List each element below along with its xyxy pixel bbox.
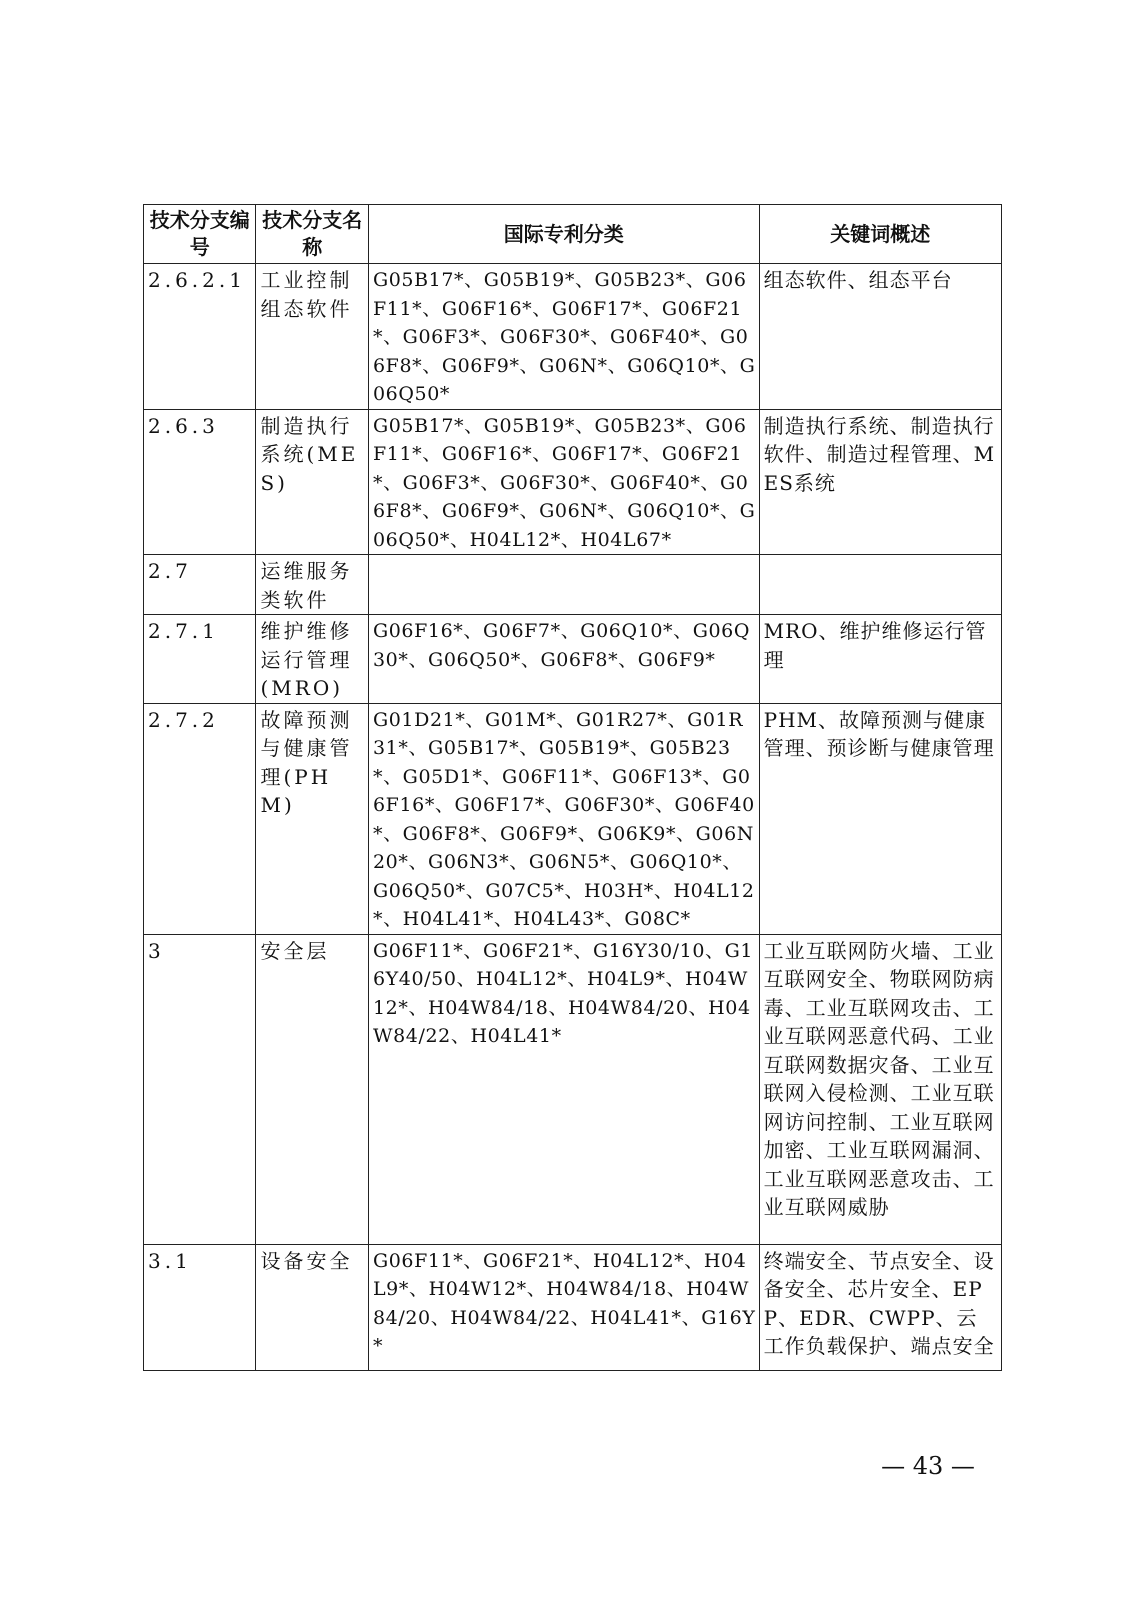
branch-id: 2.7.1 <box>144 615 256 704</box>
branch-id: 2.7.2 <box>144 703 256 934</box>
header-branch-name: 技术分支名称 <box>256 205 368 264</box>
keywords: 制造执行系统、制造执行软件、制造过程管理、MES系统 <box>759 409 1001 555</box>
keywords: MRO、维护维修运行管理 <box>759 615 1001 704</box>
table-row <box>144 703 1002 934</box>
table-row <box>144 409 1002 555</box>
branch-id: 2.7 <box>144 555 256 615</box>
ipc-codes <box>368 555 759 615</box>
ipc-codes: G06F11*、G06F21*、G16Y30/10、G16Y40/50、H04L12*、H04L9*、H04W12*、H04W84/18、H04W84/20、H04W84/22、H04L41* <box>368 934 759 1244</box>
branch-name: 故障预测与健康管理(PHM) <box>256 703 368 934</box>
table-row <box>144 264 1002 410</box>
ipc-codes: G01D21*、G01M*、G01R27*、G01R31*、G05B17*、G05B19*、G05B23*、G05D1*、G06F11*、G06F13*、G06F16*、G06F17*、G06F30*、G06F40*、G06F8*、G06F9*、G06K9*、G06N20*、G06N3*、G06N5*、G06Q10*、G06Q50*、G07C5*、H03H*、H04L12*、H04L41*、H04L43*、G08C* <box>368 703 759 934</box>
branch-name: 运维服务类软件 <box>256 555 368 615</box>
table-row <box>144 934 1002 1244</box>
keywords <box>759 555 1001 615</box>
table-header-row <box>144 205 1002 264</box>
ipc-codes: G05B17*、G05B19*、G05B23*、G06F11*、G06F16*、G06F17*、G06F21*、G06F3*、G06F30*、G06F40*、G06F8*、G06F9*、G06N*、G06Q10*、G06Q50* <box>368 264 759 410</box>
branch-id: 3 <box>144 934 256 1244</box>
table-row <box>144 615 1002 704</box>
branch-name: 维护维修运行管理(MRO) <box>256 615 368 704</box>
branch-name: 制造执行系统(MES) <box>256 409 368 555</box>
keywords: PHM、故障预测与健康管理、预诊断与健康管理 <box>759 703 1001 934</box>
ipc-codes: G06F16*、G06F7*、G06Q10*、G06Q30*、G06Q50*、G06F8*、G06F9* <box>368 615 759 704</box>
header-ipc: 国际专利分类 <box>368 205 759 264</box>
ipc-codes: G05B17*、G05B19*、G05B23*、G06F11*、G06F16*、G06F17*、G06F21*、G06F3*、G06F30*、G06F40*、G06F8*、G06F9*、G06N*、G06Q10*、G06Q50*、H04L12*、H04L67* <box>368 409 759 555</box>
table-row <box>144 555 1002 615</box>
branch-id: 2.6.3 <box>144 409 256 555</box>
branch-name: 安全层 <box>256 934 368 1244</box>
keywords: 工业互联网防火墙、工业互联网安全、物联网防病毒、工业互联网攻击、工业互联网恶意代码、工业互联网数据灾备、工业互联网入侵检测、工业互联网访问控制、工业互联网加密、工业互联网漏洞、工业互联网恶意攻击、工业互联网威胁 <box>759 934 1001 1244</box>
keywords: 组态软件、组态平台 <box>759 264 1001 410</box>
branch-id: 2.6.2.1 <box>144 264 256 410</box>
keywords: 终端安全、节点安全、设备安全、芯片安全、EPP、EDR、CWPP、云工作负载保护、端点安全 <box>759 1244 1001 1370</box>
ipc-classification-table <box>143 204 1002 1371</box>
branch-name: 工业控制组态软件 <box>256 264 368 410</box>
page-number: — 43 — <box>881 1452 975 1480</box>
table-row <box>144 1244 1002 1370</box>
header-keywords: 关键词概述 <box>759 205 1001 264</box>
branch-id: 3.1 <box>144 1244 256 1370</box>
branch-name: 设备安全 <box>256 1244 368 1370</box>
ipc-codes: G06F11*、G06F21*、H04L12*、H04L9*、H04W12*、H04W84/18、H04W84/20、H04W84/22、H04L41*、G16Y* <box>368 1244 759 1370</box>
header-branch-id: 技术分支编号 <box>144 205 256 264</box>
